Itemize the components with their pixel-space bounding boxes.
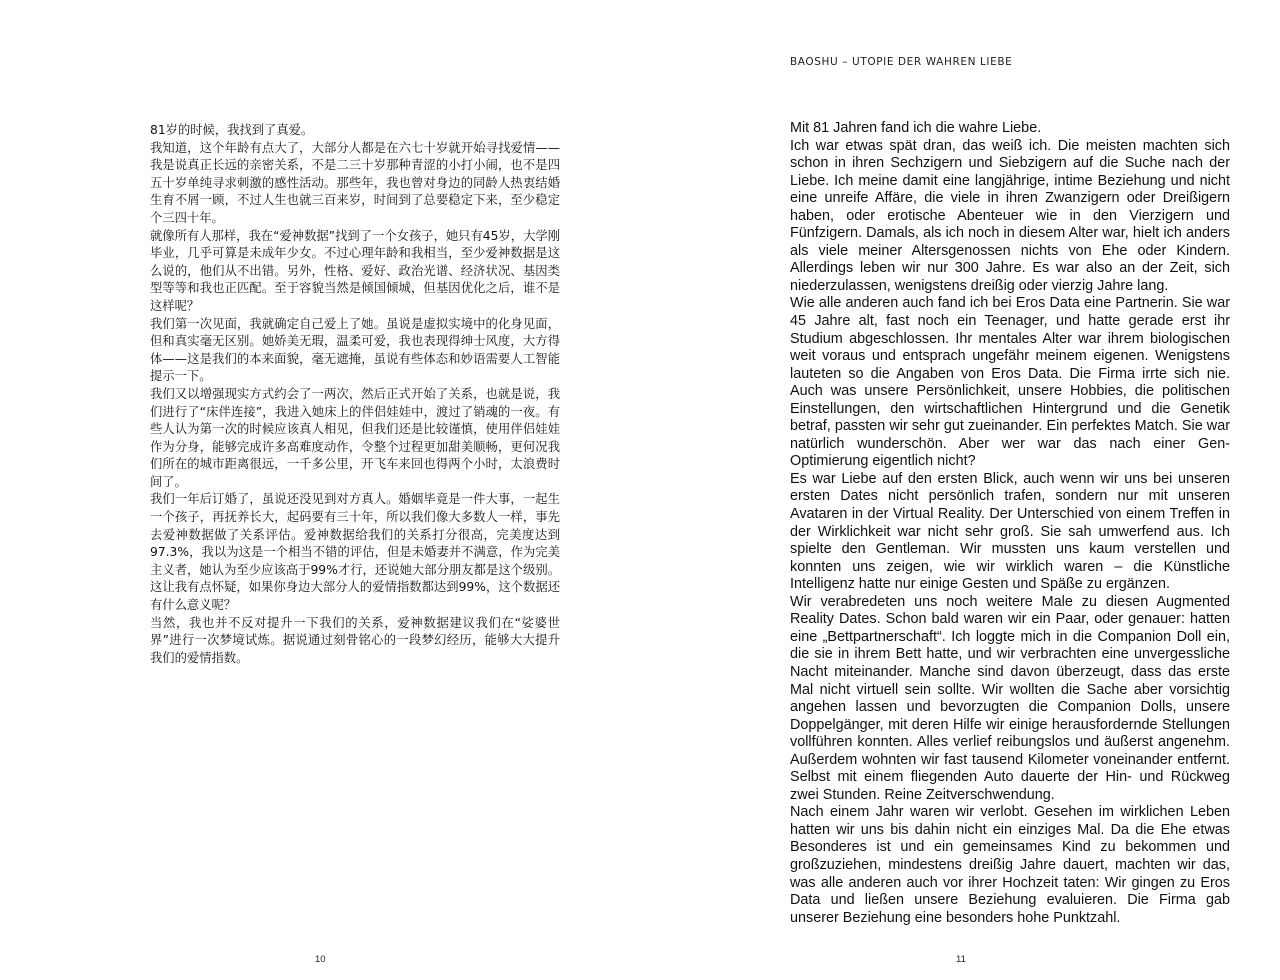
chinese-paragraph-6: 我们一年后订婚了，虽说还没见到对方真人。婚姻毕竟是一件大事，一起生一个孩子，再抚养长大，起码要有三十年，所以我们像大多数人一样，事先去爱神数据做了关系评估。爱神数据给我们的关系打分很高，完美度达到97.3%，我以为这是一个相当不错的评估，但是未婚妻并不满意，作为完美主义者，她认为至少应该高于99%才行，还说她大部分朋友都是这个级别。这让我有点怀疑，如果你身边大部分人的爱情指数都达到99%，这个数据还有什么意义呢？ — [150, 492, 560, 613]
chinese-paragraph-7: 当然，我也并不反对提升一下我们的关系，爱神数据建议我们在“娑婆世界”进行一次梦境试炼。据说通过刻骨铭心的一段梦幻经历，能够大大提升我们的爱情指数。 — [150, 615, 560, 665]
chinese-paragraph-4: 我们第一次见面，我就确定自己爱上了她。虽说是虚拟实境中的化身见面，但和真实毫无区别。她娇美无瑕，温柔可爱，我也表现得绅士风度，大方得体——这是我们的本来面貌，毫无遮掩，虽说有些体态和妙语需要人工智能提示一下。 — [150, 316, 560, 384]
chinese-text-body — [150, 122, 560, 667]
page-number-left: 10 — [315, 954, 326, 965]
german-paragraph-4: Es war Liebe auf den ersten Blick, auch wenn wir uns bei unseren ersten Dates nicht persönlich trafen, sondern nur mit unseren Avataren in der Virtual Reality. Der Unterschied von einem Treffen in der Wirklichkeit war nicht sehr groß. Sie sah umwerfend aus. Ich spielte den Gentleman. Wir mussten uns kaum verstellen und konnten uns zeigen, wie wir wirklich waren – die Künstliche Intelligenz hatte nur einige Gesten und Späße zu ergänzen. — [790, 470, 1230, 593]
german-paragraph-2: Ich war etwas spät dran, das weiß ich. Die meisten machten sich schon in ihren Sechzigern und Siebzigern auf die Suche nach der Liebe. Ich meine damit eine langjährige, intime Beziehung und nicht eine unreife Affäre, die viele in ihren Zwanzigern oder Dreißigern haben, oder erotische Abenteuer wie in den Vierzigern und Fünfzigern. Damals, als ich noch in diesem Alter war, hielt ich anders als viele meiner Altersgenossen nichts von Ehe oder Kindern. Allerdings leben wir nur 300 Jahre. Es war also an der Zeit, sich niederzulassen, wenigstens dreißig oder vierzig Jahre lang. — [790, 137, 1230, 294]
right-page — [640, 0, 1280, 980]
german-text-body — [790, 120, 1230, 927]
german-paragraph-5: Wir verabredeten uns noch weitere Male zu diesen Augmented Reality Dates. Schon bald waren wir ein Paar, oder genauer: hatten eine „Bettpartnerschaft“. Ich loggte mich in die Companion Doll ein, die sie in ihrem Bett hatte, und wir verbrachten eine unvergessliche Nacht miteinander. Manche sind davon überzeugt, dass das erste Mal nicht virtuell sein sollte. Wir wollten die Sache aber vorsichtig angehen lassen und bevorzugten die Companion Dolls, unsere Doppelgänger, mit deren Hilfe wir einige herausfordernde Stellungen vollführen konnten. Alles verlief reibungslos und äußerst angenehm. Außerdem wohnten wir fast tausend Kilometer voneinander entfernt. Selbst mit einem fliegenden Auto dauerte der Hin- und Rückweg zwei Stunden. Reine Zeitverschwendung. — [790, 593, 1230, 803]
german-paragraph-1: Mit 81 Jahren fand ich die wahre Liebe. — [790, 120, 1042, 136]
german-paragraph-6: Nach einem Jahr waren wir verlobt. Gesehen im wirklichen Leben hatten wir uns bis dahin nicht ein einziges Mal. Da die Ehe etwas Besonderes ist und ein gemeinsames Kind zu bekommen und großzuziehen, mindestens dreißig Jahre dauert, machten wir das, was alle anderen auch vor ihrer Hochzeit taten: Wir gingen zu Eros Data und ließen unsere Beziehung evaluieren. Die Firma gab unserer Beziehung eine besonders hohe Punktzahl. — [790, 804, 1230, 926]
page-number-right: 11 — [956, 954, 966, 965]
chinese-paragraph-3: 就像所有人那样，我在“爱神数据”找到了一个女孩子，她只有45岁，大学刚毕业，几乎可算是未成年少女。不过心理年龄和我相当，至少爱神数据是这么说的，他们从不出错。另外，性格、爱好、政治光谱、经济状况、基因类型等等和我也正匹配。至于容貌当然是倾国倾城，但基因优化之后，谁不是这样呢？ — [150, 228, 560, 313]
chinese-paragraph-2: 我知道，这个年龄有点大了，大部分人都是在六七十岁就开始寻找爱情——我是说真正长远的亲密关系，不是二三十岁那种青涩的小打小闹，也不是四五十岁单纯寻求刺激的感性活动。那些年，我也曾对身边的同龄人热衷结婚生育不屑一顾，不过人生也就三百来岁，时间到了总要稳定下来，至少稳定个三四十年。 — [150, 140, 560, 225]
german-paragraph-3: Wie alle anderen auch fand ich bei Eros Data eine Partnerin. Sie war 45 Jahre alt, fast noch ein Teenager, und hatte gerade erst ihr Studium abgeschlossen. Ihr mentales Alter war ihrem biologischen weit voraus und entsprach ungefähr meinem eigenen. Wenigstens lauteten so die Angaben von Eros Data. Die Firma irrte sich nie. Auch was unsere Persönlichkeit, unsere Hobbies, die politischen Einstellungen, den wirtschaftlichen Hintergrund und die Genetik betraf, passten wir sehr gut zueinander. Ein perfektes Match. Sie war natürlich wunderschön. Aber wer war das nach einer Gen-Optimierung eigentlich nicht? — [790, 295, 1230, 470]
running-header: BAOSHU – UTOPIE DER WAHREN LIEBE — [790, 56, 1013, 68]
chinese-paragraph-1: 81岁的时候，我找到了真爱。 — [150, 123, 314, 137]
chinese-paragraph-5: 我们又以增强现实方式约会了一两次，然后正式开始了关系，也就是说，我们进行了“床伴连接”，我进入她床上的伴侣娃娃中，渡过了销魂的一夜。有些人认为第一次的时候应该真人相见，但我们还是比较谨慎，使用伴侣娃娃作为分身，能够完成许多高难度动作，令整个过程更加甜美顺畅，更何况我们所在的城市距离很远，一千多公里，开飞车来回也得两个小时，太浪费时间了。 — [150, 386, 560, 489]
